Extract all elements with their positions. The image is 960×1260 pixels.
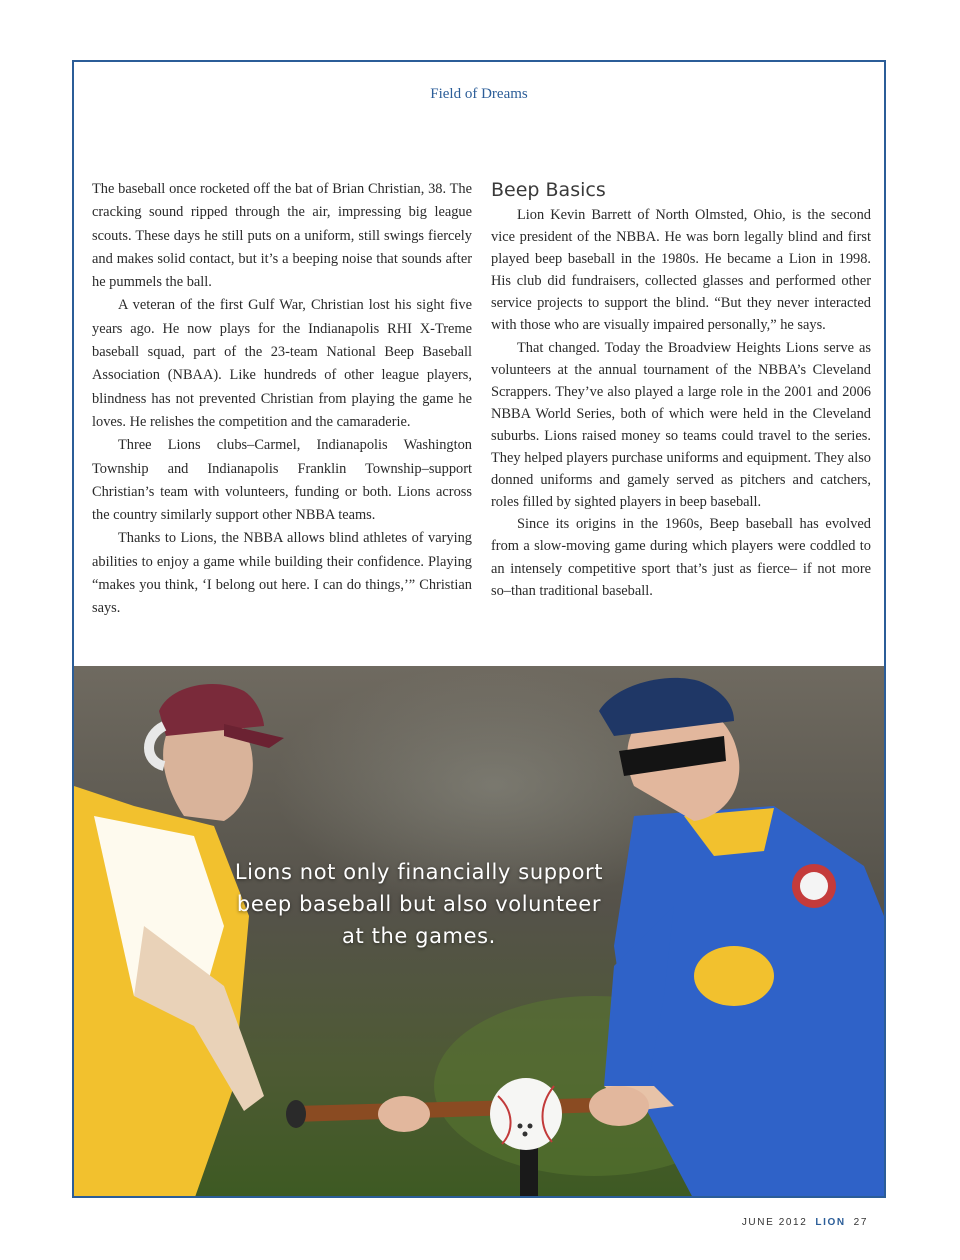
main-article-column — [92, 178, 472, 621]
issue-date: JUNE 2012 — [741, 1217, 808, 1228]
page-footer — [742, 1217, 868, 1228]
magazine-name: LION — [815, 1217, 846, 1228]
sidebar-paragraph: Since its origins in the 1960s, Beep baseball has evolved from a slow-moving game during which players were coddled to an intensely competitive sport that’s just as fierce– if not more so–than traditional baseball. — [491, 516, 871, 599]
beep-baseball-photo — [74, 666, 886, 1198]
photo-caption: Lions not only financially support beep baseball but also volunteer at the games. — [234, 860, 604, 948]
page-number: 27 — [853, 1217, 868, 1228]
volunteer-hands — [378, 1096, 430, 1132]
article-frame — [72, 60, 886, 1198]
running-head: Field of Dreams — [430, 86, 528, 102]
sidebar-paragraph: Lion Kevin Barrett of North Olmsted, Ohio, is the second vice president of the NBBA. He was born legally blind and first played beep baseball in the 1980s. He became a Lion in 1998. His club did fundraisers, collected glasses and performed other service projects to support the blind. “But they never interacted with those who are visually impaired personally,” he says. — [491, 207, 871, 334]
batter-hands — [589, 1086, 649, 1126]
article-paragraph: A veteran of the first Gulf War, Christian lost his sight five years ago. He now plays for the Indianapolis RHI X-Treme baseball squad, part of the 23-team National Beep Baseball Association (NBAA). Like hundreds of other league players, blindness has not prevented Christian from playing the game he loves. He relishes the competition and the camaraderie. — [92, 297, 472, 430]
sidebar-column — [491, 178, 871, 602]
sidebar-paragraph: That changed. Today the Broadview Heights Lions serve as volunteers at the annual tournament of the NBBA’s Cleveland Scrappers. They’ve also played a large role in the 2001 and 2006 NBBA World Series, both of which were held in the Cleveland suburbs. Lions raised money so teams could travel to the series. They helped players purchase uniforms and equipment. They also donned uniforms and gamely served as pitchers and catchers, roles filled by sighted players in beep baseball. — [491, 339, 871, 511]
sidebar-title: Beep Basics — [491, 179, 606, 201]
article-paragraph: Thanks to Lions, the NBBA allows blind athletes of varying abilities to enjoy a game while building their confidence. Playing “makes you think, ‘I belong out here. I can do things,’” Christian says. — [92, 530, 472, 617]
article-paragraph: The baseball once rocketed off the bat of Brian Christian, 38. The cracking sound ripped through the air, impressing big league scouts. These days he still puts on a uniform, still swings fiercely and makes solid contact, but it’s a beeping noise that sounds after he pummels the ball. — [92, 181, 472, 291]
article-paragraph: Three Lions clubs–Carmel, Indianapolis Washington Township and Indianapolis Franklin Township–support Christian’s team with volunteers, funding or both. Lions across the country similarly support other NBBA teams. — [92, 437, 472, 524]
